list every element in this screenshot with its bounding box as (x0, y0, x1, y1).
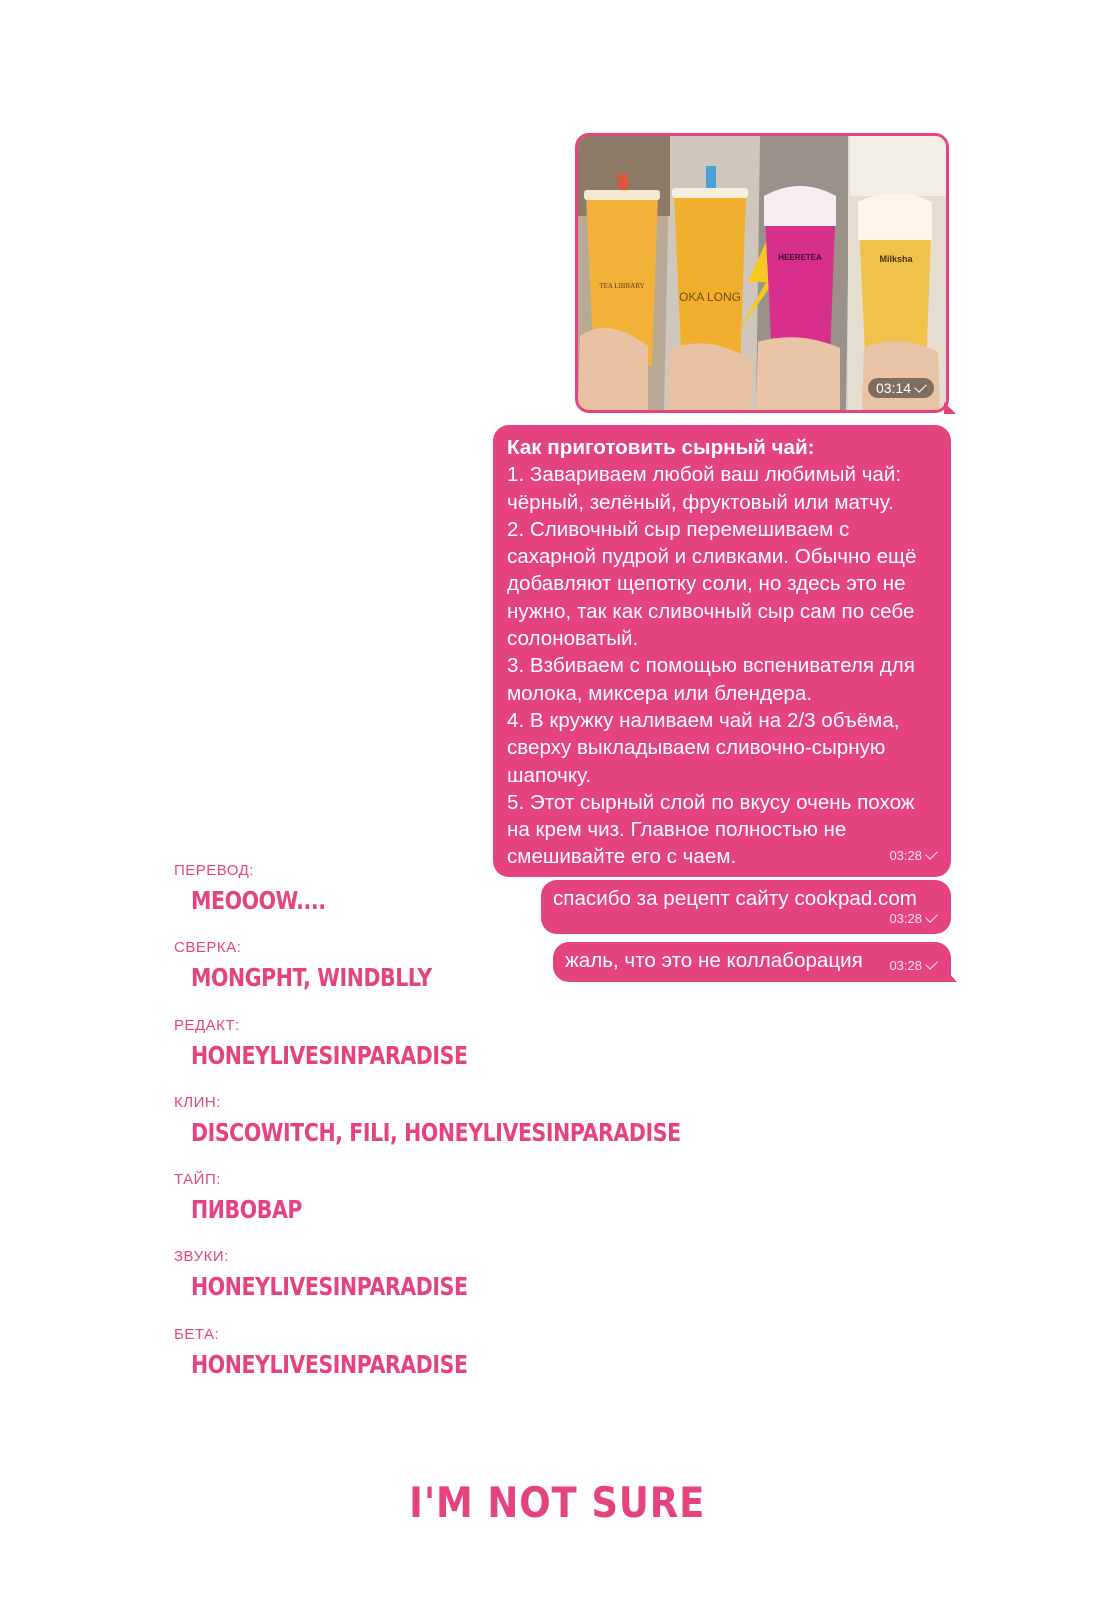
recipe-line: солоноватый. (507, 627, 639, 651)
credit-role: ТАЙП: (174, 1171, 221, 1189)
message-timestamp: 03:28 (889, 842, 937, 869)
bubble-tail (944, 402, 956, 414)
message-text: спасибо за рецепт сайту cookpad.com (553, 887, 917, 910)
credit-editing (174, 1017, 734, 1094)
recipe-title: Как приготовить сырный чай: (507, 436, 815, 459)
recipe-line: 3. Взбиваем с помощью вспенивателя для (507, 654, 915, 678)
recipe-line: 2. Сливочный сыр перемешиваем с (507, 517, 850, 541)
cup-label: TEA LIBRARY (599, 282, 645, 290)
bubble-tea-photo[interactable] (575, 133, 949, 413)
bubble-tea-image (578, 136, 946, 410)
cup-label: Milksha (879, 254, 913, 264)
recipe-line: добавляют щепотку соли, но здесь это не (507, 572, 906, 596)
recipe-line: чёрный, зелёный, фруктовый или матчу. (507, 490, 894, 514)
footer-title-text: I'M NOT SURE (408, 1478, 706, 1527)
footer-title (0, 1478, 1114, 1527)
read-check-icon (914, 380, 927, 393)
recipe-line: 5. Этот сырный слой по вкусу очень похож (507, 790, 915, 814)
credit-name: ПИВОВАР (191, 1195, 303, 1225)
recipe-line: сверху выкладываем сливочно-сырную (507, 736, 886, 760)
credit-name: MEOOOW.... (191, 886, 326, 915)
credit-role: КЛИН: (174, 1093, 221, 1111)
photo-timestamp: 03:14 (868, 378, 934, 398)
credit-role: БЕТА: (174, 1325, 220, 1343)
recipe-line: сахарной пудрой и сливками. Обычно ещё (507, 545, 917, 569)
credit-role: ЗВУКИ: (174, 1248, 229, 1266)
credit-beta (174, 1326, 734, 1403)
credit-cleaning (174, 1094, 734, 1171)
credit-role: РЕДАКТ: (174, 1016, 240, 1034)
credit-role: ПЕРЕВОД: (174, 862, 254, 879)
cup-label: HEERETEA (778, 253, 822, 262)
recipe-line: 1. Завариваем любой ваш любимый чай: (507, 463, 902, 487)
recipe-message[interactable] (493, 425, 951, 877)
cup-oka-long (668, 166, 754, 410)
message-timestamp: 03:28 (889, 911, 937, 926)
read-check-icon (925, 957, 938, 970)
message-timestamp: 03:28 (889, 958, 937, 973)
bubble-tail (946, 970, 957, 982)
recipe-line: нужно, так как сливочный сыр сам по себе (507, 599, 915, 623)
credit-name: MONGPHT, WINDBLLY (191, 963, 432, 993)
credit-name: HONEYLIVESINPARADISE (191, 1272, 468, 1302)
credit-sounds (174, 1248, 734, 1325)
credit-typesetting (174, 1171, 734, 1248)
recipe-line: молока, миксера или блендера. (507, 681, 813, 705)
recipe-line: шапочку. (507, 763, 592, 787)
read-check-icon (925, 847, 938, 860)
recipe-line: смешивайте его с чаем. (507, 845, 737, 869)
read-check-icon (925, 910, 938, 923)
cup-label: OKA LONG (678, 290, 742, 304)
credit-name: DISCOWITCH, FILI, HONEYLIVESINPARADISE (191, 1117, 681, 1147)
message-text: жаль, что это не коллаборация (565, 949, 863, 972)
recipe-line: на крем чиз. Главное полностью не (507, 818, 847, 842)
credit-proofreading (174, 939, 734, 1016)
credit-name: HONEYLIVESINPARADISE (191, 1040, 468, 1070)
credit-role: СВЕРКА: (174, 939, 242, 957)
credit-translation (174, 862, 734, 939)
credits-list (174, 862, 734, 1403)
credit-name: HONEYLIVESINPARADISE (191, 1349, 468, 1379)
recipe-line: 4. В кружку наливаем чай на 2/3 объёма, (507, 708, 900, 732)
